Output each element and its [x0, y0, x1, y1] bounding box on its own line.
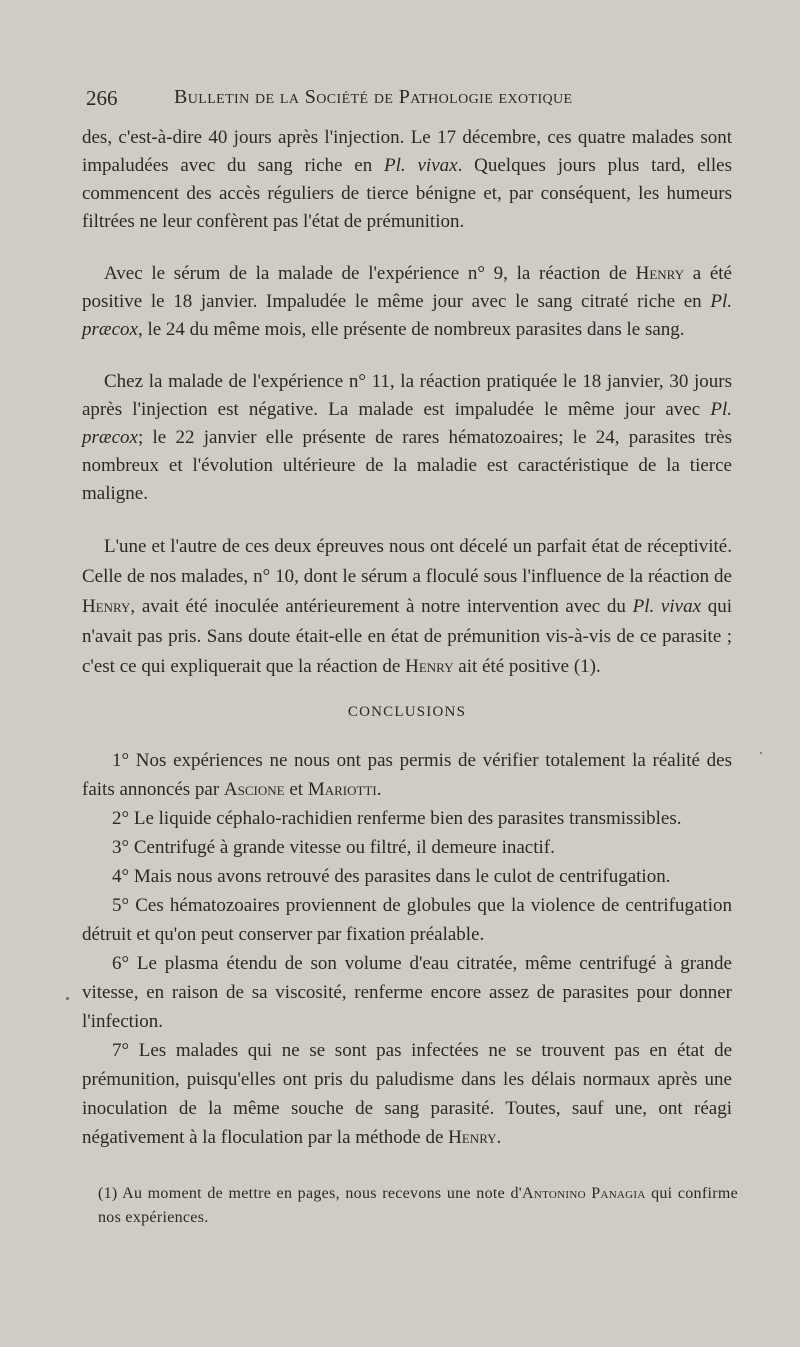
conclusion-item: 6° Le plasma étendu de son volume d'eau citratée, même centrifugé à grande vitesse, en raison de sa viscosité, renferme encore assez de parasites pour donner l'infection. — [82, 953, 732, 1032]
conclusion-item: 3° Centrifugé à grande vitesse ou filtré, il demeure inactif. — [112, 837, 555, 858]
author-name: Henry — [635, 263, 684, 284]
paragraph-2-text-a: Avec le sérum de la malade de l'expérience n° 9, la réaction de — [104, 263, 636, 284]
species-name: Pl. vivax — [384, 155, 458, 176]
paragraph-4-text-a: L'une et l'autre de ces deux épreuves nous ont décelé un parfait état de réceptivité. Celle de nos malades, n° 10, dont le sérum a floculé sous l'influence de la réaction de — [82, 536, 732, 587]
paragraph-4-text-c: qui n'avait pas pris. Sans doute était-elle en état de prémunition vis-à-vis de ce parasite ; c'est ce qui expliquerait que la réaction de — [82, 596, 732, 677]
print-speck — [760, 752, 762, 754]
section-heading: CONCLUSIONS — [347, 704, 467, 720]
conclusion-text: 7° Les malades qui ne se sont pas infectées ne se trouvent pas en état de prémunition, puisqu'elles ont pris du paludisme dans les délais normaux après une inoculation de la même souche de sang parasité. Toutes, sauf une, ont réagi négativement à la floculation par la méthode de — [82, 1040, 732, 1148]
conclusion-text: . — [496, 1127, 502, 1148]
species-name: Pl. præcox — [82, 399, 732, 448]
conclusion-item: 5° Ces hématozoaires proviennent de globules que la violence de centrifugation détruit et qu'on peut conserver par fixation préalable. — [82, 895, 732, 945]
author-name: Henry — [82, 596, 131, 617]
footnote — [98, 1182, 738, 1230]
paragraph-1-text-b: . Quelques jours plus tard, elles commencent des accès réguliers de tierce bénigne et, par conséquent, les humeurs filtrées ne leur confèrent pas l'état de prémunition. — [82, 155, 733, 232]
author-name: Henry — [405, 656, 454, 677]
conclusion-text: . — [376, 779, 382, 800]
print-speck — [66, 997, 69, 1000]
paragraph-1 — [82, 124, 732, 236]
conclusions-list — [82, 746, 732, 1152]
footnote-text — [98, 1182, 738, 1230]
author-name: Ascione — [223, 779, 285, 800]
conclusion-text: et — [284, 779, 308, 800]
species-name: Pl. vivax — [632, 596, 702, 617]
paragraph-2-text-c: , le 24 du même mois, elle présente de nombreux parasites dans le sang. — [137, 319, 685, 340]
conclusion-item: 2° Le liquide céphalo-rachidien renferme bien des parasites transmissibles. — [112, 808, 682, 829]
paragraph-3-text-a: Chez la malade de l'expérience n° 11, la réaction pratiquée le 18 janvier, 30 jours après l'injection est négative. La malade est impaludée le même jour avec — [82, 371, 732, 420]
conclusion-item — [82, 1036, 732, 1152]
page-header — [86, 86, 726, 116]
paragraph-3-text-b: ; le 22 janvier elle présente de rares hématozoaires; le 24, parasites très nombreux et l'évolution ultérieure de la maladie est caractéristique de la tierce maligne. — [82, 427, 732, 504]
page-number: 266 — [86, 86, 118, 110]
footnote-text-a: (1) Au moment de mettre en pages, nous recevons une note d' — [98, 1185, 522, 1202]
conclusion-text: 1° Nos expériences ne nous ont pas permis de vérifier totalement la réalité des faits annoncés par — [82, 750, 732, 800]
paragraph-4-text-b: , avait été inoculée antérieurement à notre intervention avec du — [130, 596, 633, 617]
paragraph-4 — [82, 532, 732, 682]
conclusion-item — [82, 746, 732, 804]
paragraph-3 — [82, 368, 732, 508]
body-text — [82, 124, 732, 1152]
author-name: Henry — [448, 1127, 497, 1148]
author-name: Antonino Panagia — [521, 1185, 646, 1202]
footnote-text-b: qui confirme nos expériences. — [98, 1185, 738, 1226]
paragraph-2 — [82, 260, 732, 344]
species-name: Pl. præcox — [82, 291, 732, 340]
running-title: Bulletin de la Société de Pathologie exotique — [174, 86, 573, 108]
paragraph-4-text-d: ait été positive (1). — [453, 656, 601, 677]
paragraph-1-text-a: des, c'est-à-dire 40 jours après l'injection. Le 17 décembre, ces quatre malades sont impaludées avec du sang riche en — [82, 127, 732, 176]
paragraph-2-text-b: a été positive le 18 janvier. Impaludée le même jour avec le sang citraté riche en — [82, 263, 732, 312]
author-name: Mariotti — [307, 779, 377, 800]
conclusion-item: 4° Mais nous avons retrouvé des parasites dans le culot de centrifugation. — [112, 866, 671, 887]
